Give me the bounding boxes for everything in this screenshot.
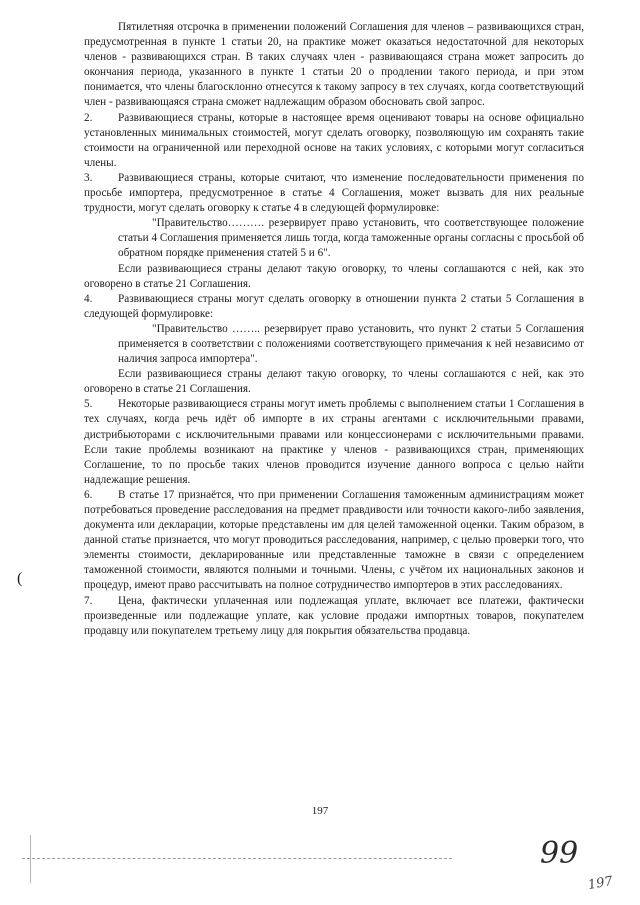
paragraph-text: Развивающиеся страны могут сделать оговорку в отношении пункта 2 статьи 5 Соглашения в следующей формулировке: <box>84 292 584 320</box>
paragraph-6 <box>84 488 584 594</box>
handwritten-folio-number: 99 <box>540 836 579 871</box>
paragraph-5 <box>84 397 584 488</box>
quote-formulation-article-5: "Правительство …….. резервирует право установить, что пункт 2 статьи 5 Соглашения применяется в соответствии с положениями соответствующего примечания к ней независимо от наличия запроса импортера". <box>118 322 584 366</box>
paragraph-text: Развивающиеся страны, которые в настоящее время оценивают товары на основе официально установленных минимальных стоимостей, могут сделать оговорку, позволяющую им сохранять такие стоимости на ограниченной или переходной основе на таких условиях, с которыми могут согласиться члены. <box>84 111 584 169</box>
paragraph-text: Цена, фактически уплаченная или подлежащая уплате, включает все платежи, фактически произведенные или подлежащие уплате, как условие продажи импортных товаров, покупателем продавцу или покупателем третьему лицу для покрытия обязательства продавца. <box>84 594 584 637</box>
paragraph-number: 3. <box>84 171 93 184</box>
paragraph-text: В статье 17 признаётся, что при применении Соглашения таможенным администрациям может потребоваться проведение расследования на предмет правдивости или точности какого-либо заявления, документа или декларации, которые представлены им для целей таможенной оценки. Таким образом, в данной статье признается, что могут проводиться расследования, например, с целью проверки того, что элементы стоимости, декларированные или представленные таможне в связи с определением таможенной стоимости, являются полными и точными. Члены, с учётом их национальных законов и процедур, имеют право рассчитывать на полное сотрудничество импортеров в этих расследованиях. <box>84 488 584 592</box>
paragraph-reservation-note-1: Если развивающиеся страны делают такую оговорку, то члены соглашаются с ней, как это оговорено в статье 21 Соглашения. <box>84 262 584 290</box>
paragraph-number: 5. <box>84 398 93 411</box>
paragraph-number: 4. <box>84 292 93 305</box>
paragraph-2 <box>84 111 584 171</box>
margin-bracket-mark: ( <box>17 570 23 587</box>
scan-artifact-tick <box>30 835 31 883</box>
paragraph-4 <box>84 292 584 322</box>
document-body <box>84 20 584 639</box>
paragraph-number: 7. <box>84 594 93 607</box>
paragraph-text: Некоторые развивающиеся страны могут иметь проблемы с выполнением статьи 1 Соглашения в тех случаях, когда речь идёт об импорте в их страны агентами с исключительными правами, дистрибьюторами с исключительными правами или концессионерами с исключительными правами. Если такие проблемы возникают на практике у членов - развивающихся стран, применяющих Соглашение, то по просьбе таких членов проводится изучение данного вопроса с целью найти надлежащие решения. <box>84 398 584 486</box>
paragraph-number: 6. <box>84 488 93 501</box>
paragraph-7 <box>84 594 584 639</box>
page-number: 197 <box>311 805 329 817</box>
paragraph-number: 2. <box>84 111 93 124</box>
quote-formulation-article-4: "Правительство………. резервирует право установить, что соответствующее положение статьи 4 Соглашения применяется лишь тогда, когда таможенные органы согласны с просьбой об обратном порядке применения статей 5 и 6". <box>118 217 584 260</box>
paragraph-intro: Пятилетняя отсрочка в применении положений Соглашения для членов – развивающихся стран, предусмотренная в пункте 1 статьи 20, на практике может оказаться недостаточной для некоторых членов - развивающихся стран. В таких случаях член - развивающаяся страна может запросить до окончания периода, указанного в пункте 1 статьи 20 о продлении такого периода, и при этом понимается, что члены благосклонно отнесутся к такому запросу в тех случаях, когда соответствующий член - развивающаяся страна сможет надлежащим образом обосновать свой запрос. <box>84 21 584 109</box>
scan-artifact-line <box>22 858 452 859</box>
paragraph-3 <box>84 171 584 216</box>
handwritten-page-note: 197 <box>586 873 614 894</box>
paragraph-text: Развивающиеся страны, которые считают, что изменение последовательности применения по просьбе импортера, предусмотренное в статье 4 Соглашения, может вызвать для них реальные трудности, могут сделать оговорку к статье 4 в следующей формулировке: <box>84 171 584 215</box>
paragraph-reservation-note-2: Если развивающиеся страны делают такую оговорку, то члены соглашаются с ней, как это оговорено в статье 21 Соглашения. <box>84 368 584 396</box>
